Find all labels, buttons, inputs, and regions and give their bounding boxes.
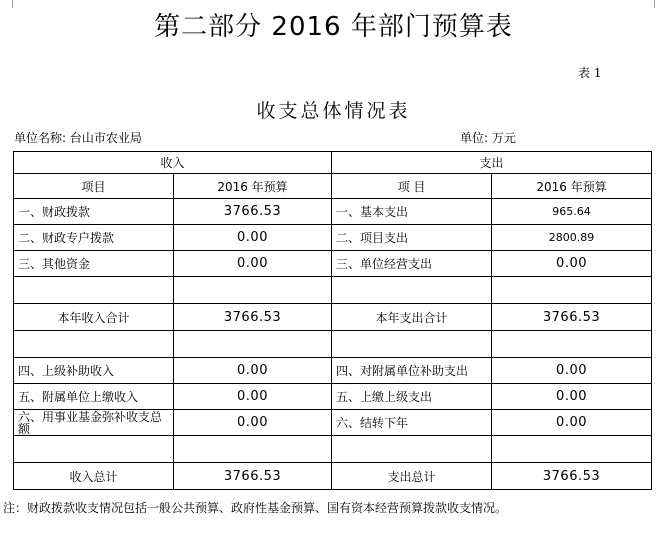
total-row [14, 463, 652, 490]
table-row [14, 225, 652, 251]
income-label: 五、附属单位上缴收入 [14, 384, 174, 410]
sub-title: 收支总体情况表 [256, 100, 411, 122]
expense-col-item: 项 目 [332, 174, 492, 199]
budget-table [13, 151, 652, 490]
footnote: 注：财政拨款收支情况包括一般公共预算、政府性基金预算、国有资本经营预算拨款收支情况。 [3, 501, 508, 515]
income-header: 收入 [14, 152, 332, 174]
expense-subtotal-label: 本年支出合计 [332, 304, 492, 331]
expense-value: 0.00 [492, 410, 652, 436]
expense-col-budget: 2016 年预算 [492, 174, 652, 199]
table-row [14, 358, 652, 384]
expense-value: 2800.89 [492, 225, 652, 251]
income-label: 三、其他资金 [14, 251, 174, 277]
expense-value: 965.64 [492, 199, 652, 225]
expense-label: 一、基本支出 [332, 199, 492, 225]
expense-total-label: 支出总计 [332, 463, 492, 490]
income-subtotal-label: 本年收入合计 [14, 304, 174, 331]
blank-row [14, 331, 652, 358]
income-label: 四、上级补助收入 [14, 358, 174, 384]
expense-total-value: 3766.53 [492, 463, 652, 490]
income-label: 二、财政专户拨款 [14, 225, 174, 251]
table-number: 表 1 [578, 66, 602, 80]
unit-name: 单位名称: 台山市农业局 [14, 131, 142, 145]
main-title: 第二部分 2016 年部门预算表 [154, 12, 513, 42]
table-row [14, 384, 652, 410]
income-value: 0.00 [174, 225, 332, 251]
expense-label: 六、结转下年 [332, 410, 492, 436]
income-label: 六、用事业基金弥补收支总额 [14, 410, 174, 436]
income-value: 0.00 [174, 384, 332, 410]
table-row [14, 251, 652, 277]
income-label: 一、财政拨款 [14, 199, 174, 225]
subtotal-row [14, 304, 652, 331]
income-total-value: 3766.53 [174, 463, 332, 490]
unit-label: 单位: 万元 [460, 131, 516, 145]
expense-value: 0.00 [492, 251, 652, 277]
expense-value: 0.00 [492, 358, 652, 384]
table-row [14, 199, 652, 225]
column-header-row [14, 174, 652, 199]
income-value: 3766.53 [174, 199, 332, 225]
expense-label: 二、项目支出 [332, 225, 492, 251]
expense-label: 三、单位经营支出 [332, 251, 492, 277]
section-header-row [14, 152, 652, 174]
income-total-label: 收入总计 [14, 463, 174, 490]
expense-label: 四、对附属单位补助支出 [332, 358, 492, 384]
blank-row [14, 436, 652, 463]
expense-header: 支出 [332, 152, 652, 174]
expense-value: 0.00 [492, 384, 652, 410]
blank-row [14, 277, 652, 304]
income-col-budget: 2016 年预算 [174, 174, 332, 199]
income-value: 0.00 [174, 251, 332, 277]
income-col-item: 项目 [14, 174, 174, 199]
income-value: 0.00 [174, 410, 332, 436]
income-value: 0.00 [174, 358, 332, 384]
expense-subtotal-value: 3766.53 [492, 304, 652, 331]
table-row [14, 410, 652, 436]
income-subtotal-value: 3766.53 [174, 304, 332, 331]
expense-label: 五、上缴上级支出 [332, 384, 492, 410]
